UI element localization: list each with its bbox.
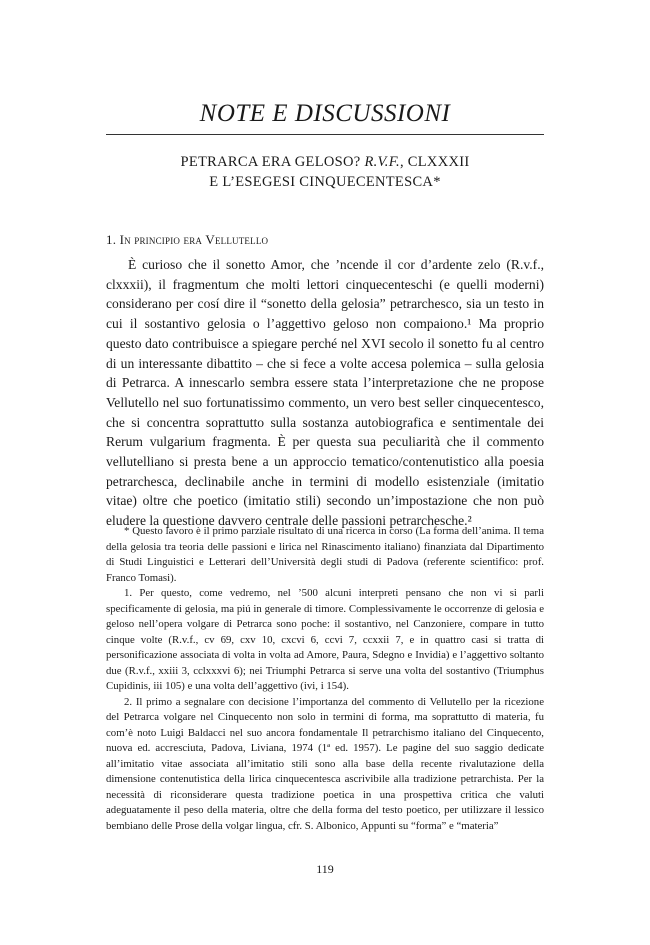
footnote-2: 2. Il primo a segnalare con decisione l’importanza del commento di Vellutello per la ricezione del Petrarca volgare nel Cinquecento non solo in termini di forma, ma soprattutto di materia, fu com’è noto Luigi Baldacci nel suo ancora fondamentale Il petrarchismo italiano del Cinquecento, nuova ed. accresciuta, Padova, Liviana, 1974 (1ª ed. 1957). Le pagine del suo saggio dedicate all’imitatio vitae associata all’imitatio stili sono alla base della recente rivalutazione della dimensione contenutistica della lirica cinquecentesca ascrivibile alla tradizione petrarchista. Per la necessità di riconsiderare questa tradizione poetica in una prospettiva critica che valuti adeguatamente il peso della materia, oltre che della forma del testo poetico, per utilizzare il lessico bembiano delle Prose della volgar lingua, cfr. S. Albonico, Appunti su “forma” e “materia” xyxy=(106,695,544,832)
footnote-star: * Questo lavoro è il primo parziale risultato di una ricerca in corso (La forma dell’anima. Il tema della gelosia tra teoria delle passioni e lirica nel Rinascimento italiano) finanziata dal Dipartimento di Studi Linguistici e Letterari dell’Università degli studi di Padova (referente scientifico: prof. Franco Tomasi). xyxy=(106,525,544,584)
footnotes xyxy=(106,524,544,834)
running-section-title: NOTE E DISCUSSIONI xyxy=(199,100,451,127)
body-paragraph: È curioso che il sonetto Amor, che ’ncende il cor d’ardente zelo (R.v.f., clxxxii), il fragmentum che molti lettori cinquecenteschi (e quelli moderni) considerano per cosí dire il “sonetto della gelosia” petrarchesco, sia un testo in cui il sostantivo gelosia o l’aggettivo geloso non compaiono.¹ Ma proprio questo dato contribuisce a spiegare perché nel XVI secolo il sonetto fu al centro di un interessante dibattito – che si fece a volte accesa polemica – sulla gelosia di Petrarca. A innescarlo sembra essere stata l’interpretazione che ne propose Vellutello nel suo fortunatissimo commento, un vero best seller cinquecentesco, che si concentra soprattutto sulla sostanza autobiografica e sentimentale dei Rerum vulgarium fragmenta. È per questa sua peculiarità che il commento vellutelliano si presta bene a un approccio tematico/contenutistico alla poesia petrarchesca, declinabile anche in termini di modello esistenziale (imitatio vitae) oltre che poetico (imitatio stili) secondo un’impostazione che non può eludere la questione davvero centrale delle passioni petrarchesche.² xyxy=(106,257,544,529)
page-number: 119 xyxy=(316,862,334,876)
article-title-line2: E L’ESEGESI CINQUECENTESCA* xyxy=(209,174,441,190)
title-rule xyxy=(106,134,544,135)
article-title xyxy=(0,152,650,192)
footnote-1: 1. Per questo, come vedremo, nel ’500 alcuni interpreti pensano che non vi si parli specificamente di gelosia, ma piú in generale di timore. Complessivamente le occorrenze di gelosia e geloso nell’opera volgare di Petrarca sono poche: il sostantivo, nel Canzoniere, compare in tutto cinque volte (R.v.f., cv 69, cxv 10, cxcvi 6, ccvi 7, ccxxii 7, e in quattro casi si tratta di personificazione associata di volta in volta ad Amore, Paura, Sdegno e Invidia) e l’aggettivo soltanto due (R.v.f., xxiii 3, cclxxxvi 6); nei Triumphi Petrarca si serve una volta del sostantivo (Triumphus Cupidinis, iii 105) e una volta dell’aggettivo (ivi, i 154). xyxy=(106,587,544,692)
section-heading: 1. In principio era Vellutello xyxy=(106,232,269,247)
body-text xyxy=(106,255,544,531)
article-title-line1: PETRARCA ERA GELOSO? R.V.F., CLXXXII xyxy=(180,154,470,170)
